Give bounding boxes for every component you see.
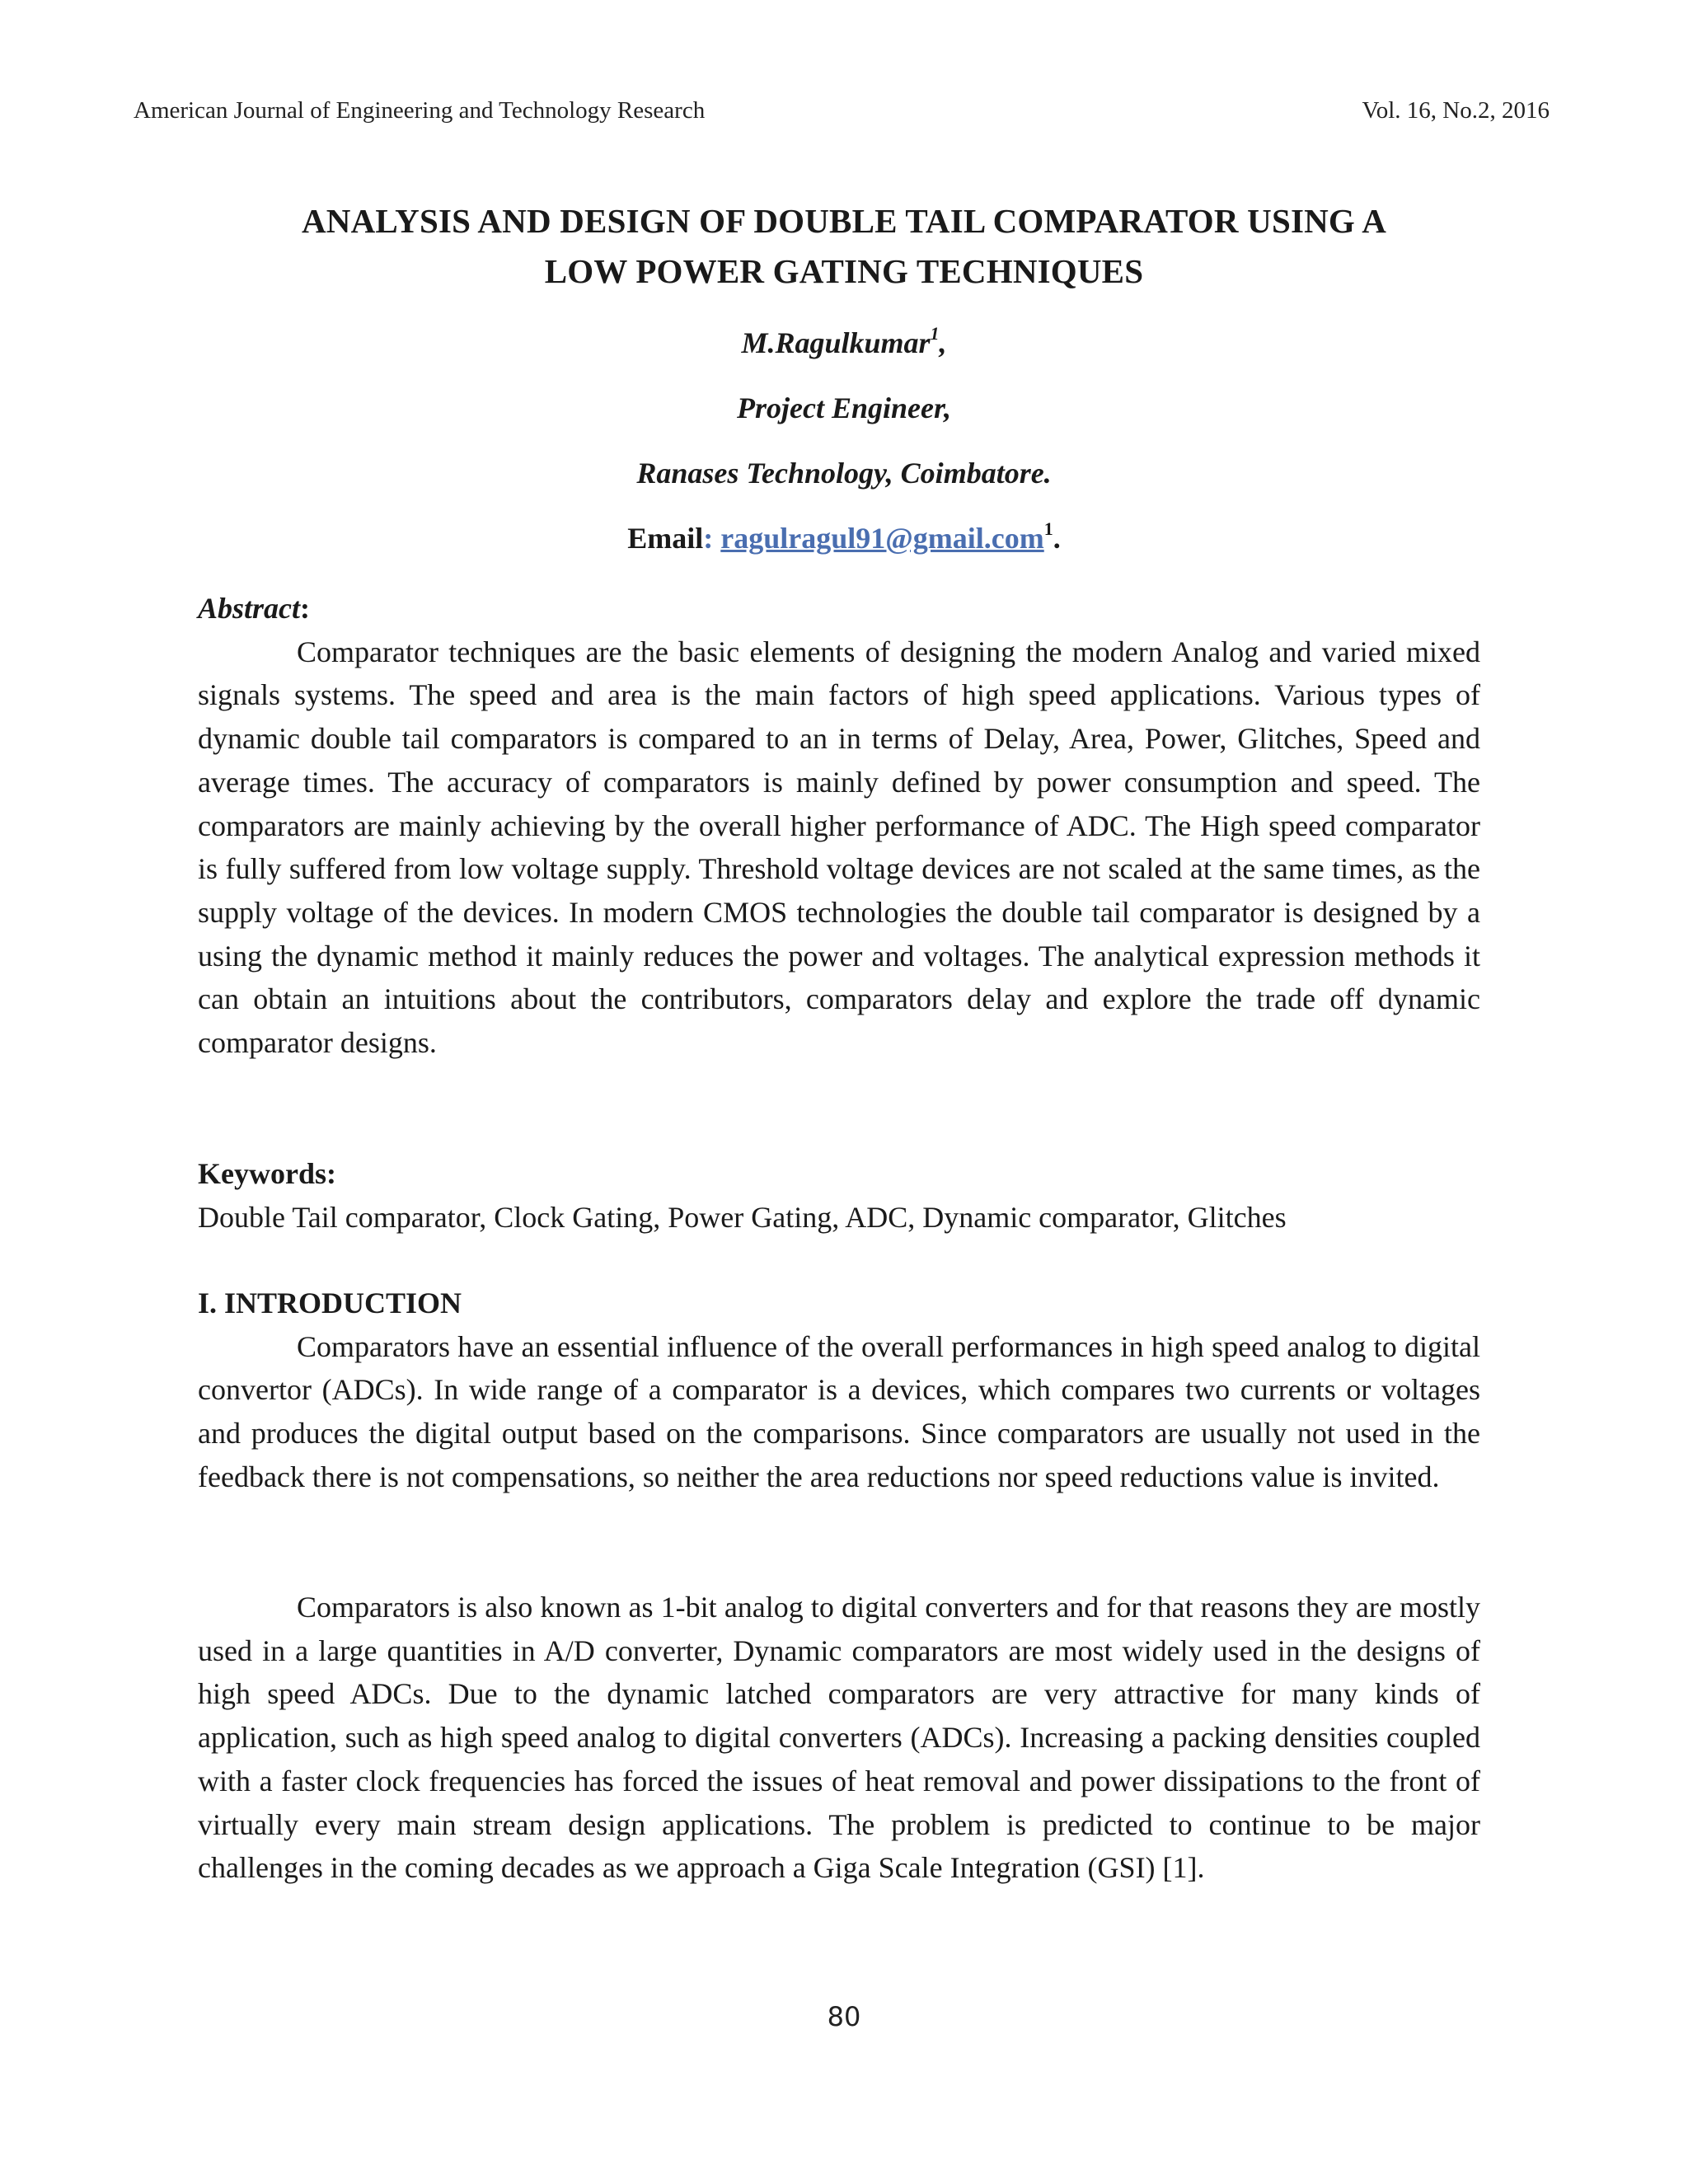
journal-name: American Journal of Engineering and Technology Research: [134, 97, 706, 124]
abstract-heading-text: Abstract: [198, 592, 301, 625]
abstract-text: Comparator techniques are the basic elements of designing the modern Analog and varied mixed signals systems. The speed and area is the main factors of high speed applications. Various types of dynamic double tail comparators is compared to an in terms of Delay, Area, Power, Glitches, Speed and average times. The accuracy of comparators is mainly defined by power consumption and speed. The comparators are mainly achieving by the overall higher performance of ADC. The High speed comparator is fully suffered from low voltage supply. Threshold voltage devices are not scaled at the same times, as the supply voltage of the devices. In modern CMOS technologies the double tail comparator is designed by a using the dynamic method it mainly reduces the power and voltages. The analytical expression methods it can obtain an intuitions about the contributors, comparators delay and explore the trade off dynamic comparator designs.: [198, 635, 1480, 1060]
running-header: [134, 97, 1550, 124]
author-role: Project Engineer,: [737, 391, 951, 424]
introduction-heading: I. INTRODUCTION: [198, 1286, 462, 1319]
author-superscript: 1: [930, 323, 940, 344]
author-name: M.Ragulkumar: [741, 326, 931, 359]
keywords-section: [198, 1152, 1480, 1239]
author-block: [0, 323, 1688, 583]
keywords-heading: Keywords:: [198, 1157, 336, 1190]
paper-title: [165, 196, 1523, 297]
email-colon: :: [703, 522, 714, 555]
author-email-line: [0, 518, 1688, 583]
abstract-section: [198, 587, 1480, 1065]
introduction-paragraph-1: Comparators have an essential influence of the overall performances in high speed analog to digital convertor (ADCs). In wide range of a comparator is a devices, which compares two currents or voltages and produces the digital output based on the comparisons. Since comparators are usually not used in the feedback there is not compensations, so neither the area reductions nor speed reductions value is invited.: [198, 1329, 1480, 1493]
title-line-1: ANALYSIS AND DESIGN OF DOUBLE TAIL COMPARATOR USING A: [301, 202, 1387, 240]
email-suffix: .: [1053, 522, 1061, 555]
email-superscript: 1: [1043, 518, 1053, 539]
email-label: Email: [627, 522, 704, 555]
introduction-paragraph-2-block: [198, 1586, 1480, 1890]
introduction-paragraph-2: Comparators is also known as 1-bit analog to digital converters and for that reasons they are mostly used in a large quantities in A/D converter, Dynamic comparators are most widely used in the designs of high speed ADCs. Due to the dynamic latched comparators are very attractive for many kinds of application, such as high speed analog to digital converters (ADCs). Increasing a packing densities coupled with a faster clock frequencies has forced the issues of heat removal and power dissipations to the front of virtually every main stream design applications. The problem is predicted to continue to be major challenges in the coming decades as we approach a Giga Scale Integration (GSI) [1].: [198, 1591, 1480, 1885]
keywords-text: Double Tail comparator, Clock Gating, Power Gating, ADC, Dynamic comparator, Glitches: [198, 1200, 1287, 1234]
author-affiliation: Ranases Technology, Coimbatore.: [636, 457, 1052, 490]
author-name-suffix: ,: [939, 326, 947, 359]
page-number: 80: [827, 2001, 861, 2032]
abstract-heading-colon: :: [300, 592, 311, 625]
author-name-line: [0, 323, 1688, 388]
email-link[interactable]: ragulragul91@gmail.com: [720, 522, 1044, 555]
volume-info: Vol. 16, No.2, 2016: [1362, 97, 1550, 124]
title-line-2: LOW POWER GATING TECHNIQUES: [544, 252, 1144, 290]
abstract-heading: [198, 587, 1480, 630]
introduction-section: [198, 1282, 1480, 1499]
